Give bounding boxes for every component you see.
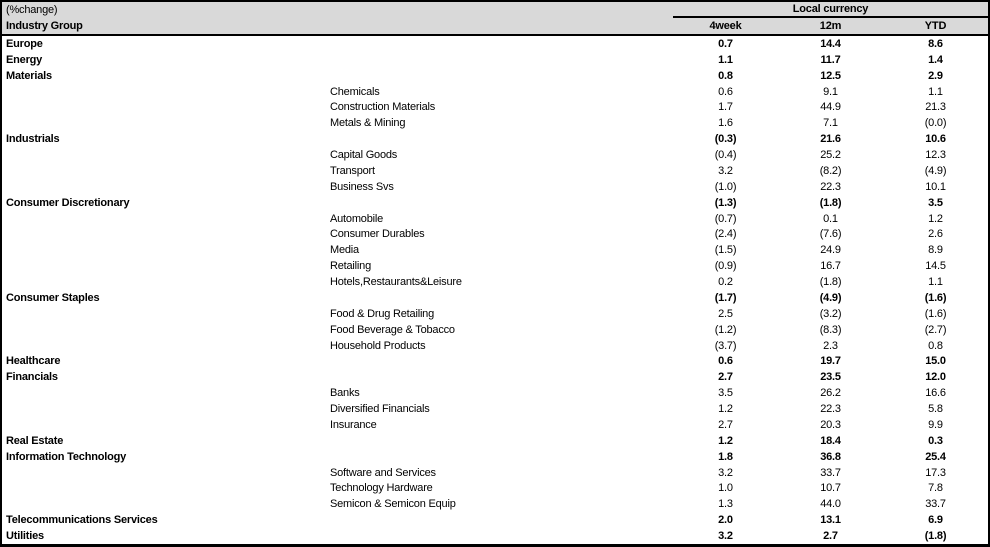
value-12m: (3.2) [819,307,842,320]
value-4week: 2.7 [718,371,733,384]
row-values [673,403,988,415]
value-12m: 0.1 [823,212,838,225]
value-ytd: 9.9 [928,418,943,431]
table-row [2,52,988,68]
value-12m: (8.2) [819,164,842,177]
table-row [2,274,988,290]
row-label: Consumer Durables [330,228,425,241]
value-4week: (1.3) [714,196,737,209]
value-4week: (0.3) [714,133,737,146]
value-12m: 44.9 [820,101,841,114]
table-row [2,227,988,243]
row-values [673,419,988,431]
row-label: Diversified Financials [330,403,430,416]
table-header [2,2,988,36]
value-12m: 10.7 [820,482,841,495]
row-label: Construction Materials [330,101,436,114]
table-row [2,290,988,306]
table-row [2,179,988,195]
currency-group-cell [673,2,988,18]
value-ytd: 33.7 [925,498,946,511]
table-body [2,36,988,544]
value-ytd: 14.5 [925,260,946,273]
row-values [673,117,988,129]
value-12m: 7.1 [823,117,838,130]
value-4week: 1.7 [718,101,733,114]
row-label: Food & Drug Retailing [330,307,435,320]
row-values [673,276,988,288]
table-row [2,115,988,131]
value-12m: 36.8 [820,450,841,463]
value-ytd: 1.1 [928,276,943,289]
value-12m: 14.4 [820,37,841,50]
table-row [2,84,988,100]
value-12m: (1.8) [819,196,842,209]
table-row [2,433,988,449]
value-ytd: (1.8) [924,530,947,543]
value-4week: (1.2) [714,323,737,336]
row-label: Business Svs [330,180,394,193]
value-ytd: 0.3 [928,434,943,447]
value-4week: 3.2 [718,530,733,543]
value-ytd: (0.0) [924,117,947,130]
row-label: Software and Services [330,466,436,479]
value-12m: 22.3 [820,180,841,193]
row-label: Household Products [330,339,426,352]
value-4week: 1.8 [718,450,733,463]
table-row [2,481,988,497]
row-values [673,54,988,66]
table-row [2,369,988,385]
row-values [673,86,988,98]
row-values [673,260,988,272]
value-12m: 23.5 [820,371,841,384]
value-4week: 1.1 [718,53,733,66]
value-4week: 1.0 [718,482,733,495]
value-4week: 0.6 [718,355,733,368]
industry-group-header: Industry Group [6,20,83,32]
row-label: Chemicals [330,85,380,98]
row-values [673,340,988,352]
row-label: Telecommunications Services [6,514,158,527]
value-4week: (1.5) [714,244,737,257]
value-12m: 20.3 [820,418,841,431]
value-ytd: 15.0 [925,355,946,368]
value-4week: 1.2 [718,403,733,416]
table-row [2,449,988,465]
value-ytd: 10.6 [925,133,946,146]
value-12m: (7.6) [819,228,842,241]
row-label: Hotels,Restaurants&Leisure [330,276,462,289]
value-ytd: 1.1 [928,85,943,98]
value-ytd: 1.4 [928,53,943,66]
value-12m: 16.7 [820,260,841,273]
value-4week: (1.7) [714,291,737,304]
row-values [673,324,988,336]
table-row [2,322,988,338]
row-values [673,371,988,383]
row-label: Consumer Staples [6,291,100,304]
value-12m: 21.6 [820,133,841,146]
row-label: Technology Hardware [330,482,433,495]
table-row [2,528,988,544]
value-4week: 2.5 [718,307,733,320]
row-label: Healthcare [6,355,61,368]
table-row [2,401,988,417]
row-label: Insurance [330,418,377,431]
value-ytd: 16.6 [925,387,946,400]
value-4week: 1.6 [718,117,733,130]
value-4week: 0.7 [718,37,733,50]
row-values [673,308,988,320]
value-4week: (0.9) [714,260,737,273]
value-4week: 2.0 [718,514,733,527]
table-row [2,163,988,179]
value-ytd: (4.9) [924,164,947,177]
row-label: Capital Goods [330,149,398,162]
value-ytd: 2.6 [928,228,943,241]
value-12m: 18.4 [820,434,841,447]
value-12m: 24.9 [820,244,841,257]
value-ytd: 0.8 [928,339,943,352]
column-header-4week: 4week [709,20,742,32]
row-values [673,292,988,304]
table-row [2,496,988,512]
currency-group-header: Local currency [673,2,988,18]
value-ytd: 8.9 [928,244,943,257]
value-12m: 33.7 [820,466,841,479]
value-4week: 0.6 [718,85,733,98]
row-values [673,482,988,494]
table-row [2,242,988,258]
value-4week: (2.4) [714,228,737,241]
value-ytd: 6.9 [928,514,943,527]
column-header-12m: 12m [819,20,842,32]
row-values [673,228,988,240]
row-label: Automobile [330,212,384,225]
value-ytd: (1.6) [924,307,947,320]
value-ytd: 1.2 [928,212,943,225]
row-values [673,435,988,447]
table-caption: (%change) [6,4,58,16]
value-4week: (3.7) [714,339,737,352]
value-ytd: 12.0 [925,371,946,384]
row-label: Europe [6,37,43,50]
row-values [673,498,988,510]
table-row [2,306,988,322]
row-label: Retailing [330,260,372,273]
value-12m: 11.7 [820,53,841,66]
value-12m: 25.2 [820,149,841,162]
value-4week: 0.8 [718,69,733,82]
value-12m: 2.7 [823,530,838,543]
row-label: Energy [6,53,43,66]
row-values [673,197,988,209]
row-values [673,70,988,82]
row-values [673,387,988,399]
row-label: Semicon & Semicon Equip [330,498,456,511]
row-values [673,514,988,526]
value-ytd: 8.6 [928,37,943,50]
value-12m: (1.8) [819,276,842,289]
value-12m: 44.0 [820,498,841,511]
table-row [2,100,988,116]
row-label: Banks [330,387,360,400]
row-values [673,467,988,479]
row-values [673,149,988,161]
column-headers [673,18,988,34]
table-row [2,211,988,227]
header-row-columns [2,18,988,34]
value-4week: 2.7 [718,418,733,431]
header-row-caption [2,2,988,18]
value-12m: (8.3) [819,323,842,336]
value-ytd: (1.6) [924,291,947,304]
value-4week: 3.2 [718,164,733,177]
row-label: Metals & Mining [330,117,406,130]
row-values [673,213,988,225]
row-values [673,38,988,50]
value-ytd: 10.1 [925,180,946,193]
row-label: Food Beverage & Tobacco [330,323,455,336]
value-12m: 22.3 [820,403,841,416]
table-row [2,131,988,147]
table-row [2,385,988,401]
value-ytd: 3.5 [928,196,943,209]
value-12m: 26.2 [820,387,841,400]
row-label: Financials [6,371,58,384]
value-ytd: 7.8 [928,482,943,495]
table-row [2,258,988,274]
table-row [2,147,988,163]
value-4week: (0.4) [714,149,737,162]
value-12m: 13.1 [820,514,841,527]
row-label: Media [330,244,359,257]
row-label: Real Estate [6,434,64,447]
row-label: Materials [6,69,52,82]
row-values [673,355,988,367]
value-12m: 9.1 [823,85,838,98]
table-row [2,36,988,52]
row-values [673,165,988,177]
row-label: Consumer Discretionary [6,196,130,209]
value-4week: (0.7) [714,212,737,225]
value-12m: 19.7 [820,355,841,368]
table-row [2,512,988,528]
row-values [673,101,988,113]
row-values [673,530,988,542]
table-row [2,68,988,84]
row-values [673,181,988,193]
value-12m: 12.5 [820,69,841,82]
value-ytd: 21.3 [925,101,946,114]
value-4week: 3.2 [718,466,733,479]
table-row [2,465,988,481]
table-row [2,195,988,211]
table-row [2,417,988,433]
column-header-ytd: YTD [924,20,947,32]
value-ytd: 17.3 [925,466,946,479]
value-12m: (4.9) [819,291,842,304]
row-values [673,133,988,145]
value-4week: 0.2 [718,276,733,289]
value-4week: (1.0) [714,180,737,193]
value-12m: 2.3 [823,339,838,352]
value-ytd: 2.9 [928,69,943,82]
table-row [2,354,988,370]
row-label: Utilities [6,530,44,543]
table-row [2,338,988,354]
row-label: Transport [330,164,375,177]
row-values [673,451,988,463]
value-4week: 1.2 [718,434,733,447]
row-label: Information Technology [6,450,127,463]
value-ytd: (2.7) [924,323,947,336]
value-ytd: 5.8 [928,403,943,416]
value-4week: 3.5 [718,387,733,400]
row-values [673,244,988,256]
row-label: Industrials [6,133,60,146]
value-4week: 1.3 [718,498,733,511]
value-ytd: 25.4 [925,450,946,463]
value-ytd: 12.3 [925,149,946,162]
